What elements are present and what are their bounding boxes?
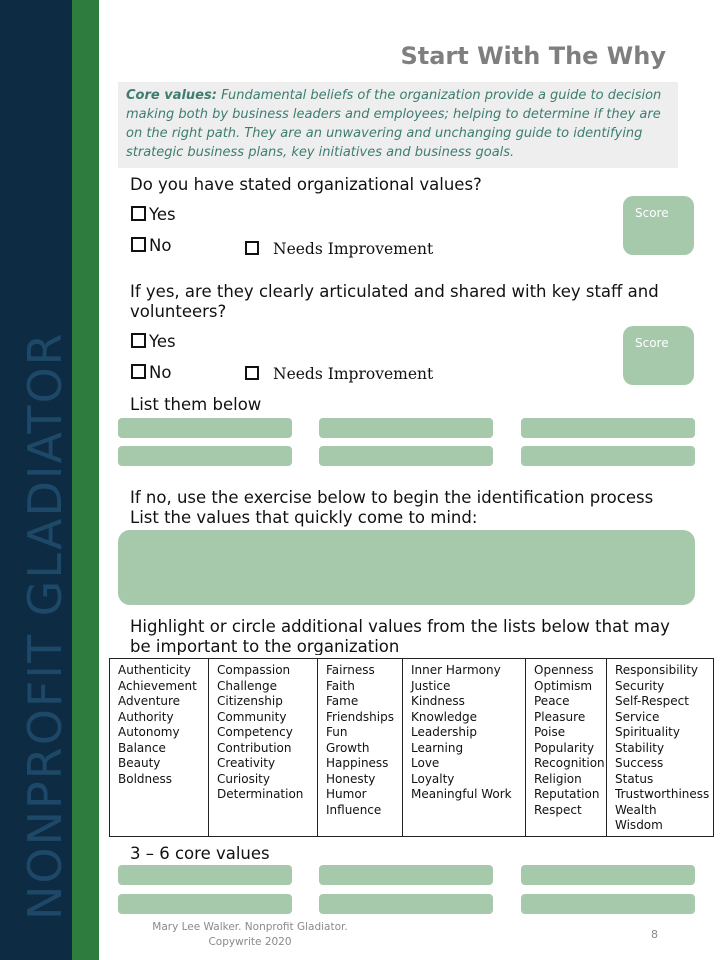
value-word[interactable]: Curiosity xyxy=(217,771,270,786)
value-word[interactable]: Balance xyxy=(118,740,166,755)
core-values-callout xyxy=(118,82,678,168)
q2-score-label: Score xyxy=(635,336,669,350)
value-word[interactable]: Beauty xyxy=(118,756,161,770)
no-section-line2: List the values that quickly come to mind: xyxy=(130,508,478,527)
checkbox-icon[interactable] xyxy=(245,366,259,380)
value-word[interactable]: Wealth xyxy=(615,802,657,817)
core-value-input-bar[interactable] xyxy=(118,865,292,885)
q1-needs-improvement-option[interactable] xyxy=(245,240,433,258)
value-word[interactable]: Religion xyxy=(534,771,582,786)
value-input-bar[interactable] xyxy=(118,418,292,438)
value-word[interactable]: Service xyxy=(615,709,660,724)
value-word[interactable]: Contribution xyxy=(217,740,292,755)
value-word[interactable]: Wisdom xyxy=(615,818,663,832)
value-word[interactable]: Knowledge xyxy=(411,709,477,724)
value-word[interactable]: Achievement xyxy=(118,678,197,693)
values-column xyxy=(402,659,525,836)
value-word[interactable]: Spirituality xyxy=(615,725,680,739)
no-section-line1: If no, use the exercise below to begin the identification process xyxy=(130,488,654,507)
value-word[interactable]: Determination xyxy=(217,787,304,801)
value-word[interactable]: Fun xyxy=(326,725,348,739)
value-word[interactable]: Humor xyxy=(326,787,367,801)
value-word[interactable]: Security xyxy=(615,678,665,693)
value-word[interactable]: Love xyxy=(411,756,440,770)
value-word[interactable]: Challenge xyxy=(217,678,277,693)
value-word[interactable]: Fame xyxy=(326,694,359,708)
value-word[interactable]: Authority xyxy=(118,709,174,724)
highlight-instructions: Highlight or circle additional values from the lists below that may be important to the organization xyxy=(130,617,670,655)
footer-line2: Copywrite 2020 xyxy=(208,936,292,948)
footer-line1: Mary Lee Walker. Nonprofit Gladiator. xyxy=(152,921,348,933)
value-word[interactable]: Justice xyxy=(411,678,451,693)
q2-needs-improvement-option[interactable] xyxy=(245,365,433,383)
value-word[interactable]: Compassion xyxy=(217,663,291,677)
values-table xyxy=(109,658,714,837)
value-input-bar[interactable] xyxy=(521,446,695,466)
value-word[interactable]: Poise xyxy=(534,725,566,739)
sidebar-green-strip xyxy=(72,0,99,960)
value-word[interactable]: Popularity xyxy=(534,740,595,755)
q1-yes-label: Yes xyxy=(149,205,176,224)
value-word[interactable]: Boldness xyxy=(118,771,173,786)
value-word[interactable]: Stability xyxy=(615,740,665,755)
q1-no-label: No xyxy=(149,236,172,255)
q2-yes-label: Yes xyxy=(149,332,176,351)
question-articulated-values: If yes, are they clearly articulated and shared with key staff and volunteers? xyxy=(130,282,659,321)
value-word[interactable]: Inner Harmony xyxy=(411,663,501,677)
value-input-bar[interactable] xyxy=(319,446,493,466)
value-word[interactable]: Influence xyxy=(326,802,382,817)
value-word[interactable]: Honesty xyxy=(326,771,376,786)
value-word[interactable]: Optimism xyxy=(534,678,593,693)
q2-needs-label: Needs Improvement xyxy=(273,365,434,383)
value-word[interactable]: Community xyxy=(217,709,287,724)
values-column xyxy=(208,659,317,836)
sidebar-brand-text: NONPROFIT GLADIATOR xyxy=(18,331,72,920)
values-column xyxy=(525,659,606,836)
core-values-count-label: 3 – 6 core values xyxy=(130,844,270,863)
value-word[interactable]: Responsibility xyxy=(615,663,699,677)
value-word[interactable]: Self-Respect xyxy=(615,694,689,708)
q2-no-label: No xyxy=(149,363,172,382)
value-word[interactable]: Kindness xyxy=(411,694,465,708)
value-input-bar[interactable] xyxy=(521,418,695,438)
value-word[interactable]: Friendships xyxy=(326,709,394,724)
q2-yes-option[interactable] xyxy=(131,332,176,351)
value-word[interactable]: Reputation xyxy=(534,787,600,801)
core-value-input-bar[interactable] xyxy=(118,894,292,914)
value-input-bar[interactable] xyxy=(319,418,493,438)
value-input-bar[interactable] xyxy=(118,446,292,466)
value-word[interactable]: Respect xyxy=(534,802,582,817)
list-them-label: List them below xyxy=(130,395,262,414)
checkbox-icon[interactable] xyxy=(245,241,259,255)
value-word[interactable]: Learning xyxy=(411,740,464,755)
value-word[interactable]: Fairness xyxy=(326,663,375,677)
checkbox-icon[interactable] xyxy=(131,333,146,348)
value-word[interactable]: Openness xyxy=(534,663,594,677)
value-word[interactable]: Status xyxy=(615,771,654,786)
value-word[interactable]: Competency xyxy=(217,725,293,739)
quick-values-textarea[interactable] xyxy=(118,530,695,605)
callout-label: Core values: xyxy=(126,88,217,103)
value-word[interactable]: Adventure xyxy=(118,694,181,708)
q2-score-box[interactable] xyxy=(623,326,694,385)
checkbox-icon[interactable] xyxy=(131,206,146,221)
value-word[interactable]: Success xyxy=(615,756,664,770)
value-word[interactable]: Citizenship xyxy=(217,694,283,708)
value-word[interactable]: Autonomy xyxy=(118,725,180,739)
checkbox-icon[interactable] xyxy=(131,237,146,252)
callout-text: Fundamental beliefs of the organization provide a guide to decision making both by business leaders and employees; helping to determine if they are on the right path. They are an unwavering and unchanging guide to identifying strategic business plans, key initiatives and business goals. xyxy=(126,88,662,160)
value-word[interactable]: Growth xyxy=(326,740,370,755)
question-stated-values: Do you have stated organizational values? xyxy=(130,175,482,194)
checkbox-icon[interactable] xyxy=(131,364,146,379)
value-word[interactable]: Creativity xyxy=(217,756,276,770)
value-word[interactable]: Recognition xyxy=(534,756,605,770)
value-word[interactable]: Pleasure xyxy=(534,709,586,724)
q1-no-option[interactable] xyxy=(131,236,171,255)
q1-needs-label: Needs Improvement xyxy=(273,240,434,258)
q1-score-box[interactable] xyxy=(623,196,694,255)
page-title: Start With The Why xyxy=(400,42,666,70)
core-value-input-bar[interactable] xyxy=(319,894,493,914)
core-value-input-bar[interactable] xyxy=(521,894,695,914)
value-word[interactable]: Trustworthiness xyxy=(615,787,710,801)
footer-credit xyxy=(140,920,360,950)
value-word[interactable]: Faith xyxy=(326,678,355,693)
q1-score-label: Score xyxy=(635,206,669,220)
q1-yes-option[interactable] xyxy=(131,205,176,224)
value-word[interactable]: Loyalty xyxy=(411,771,455,786)
value-word[interactable]: Happiness xyxy=(326,756,389,770)
page-number: 8 xyxy=(651,928,658,941)
value-word[interactable]: Leadership xyxy=(411,725,477,739)
values-column xyxy=(606,659,713,836)
value-word[interactable]: Authenticity xyxy=(118,663,191,677)
value-word[interactable]: Meaningful Work xyxy=(411,787,512,801)
core-value-input-bar[interactable] xyxy=(319,865,493,885)
values-column xyxy=(110,659,208,836)
values-column xyxy=(317,659,402,836)
core-value-input-bar[interactable] xyxy=(521,865,695,885)
value-word[interactable]: Peace xyxy=(534,694,570,708)
q2-no-option[interactable] xyxy=(131,363,171,382)
